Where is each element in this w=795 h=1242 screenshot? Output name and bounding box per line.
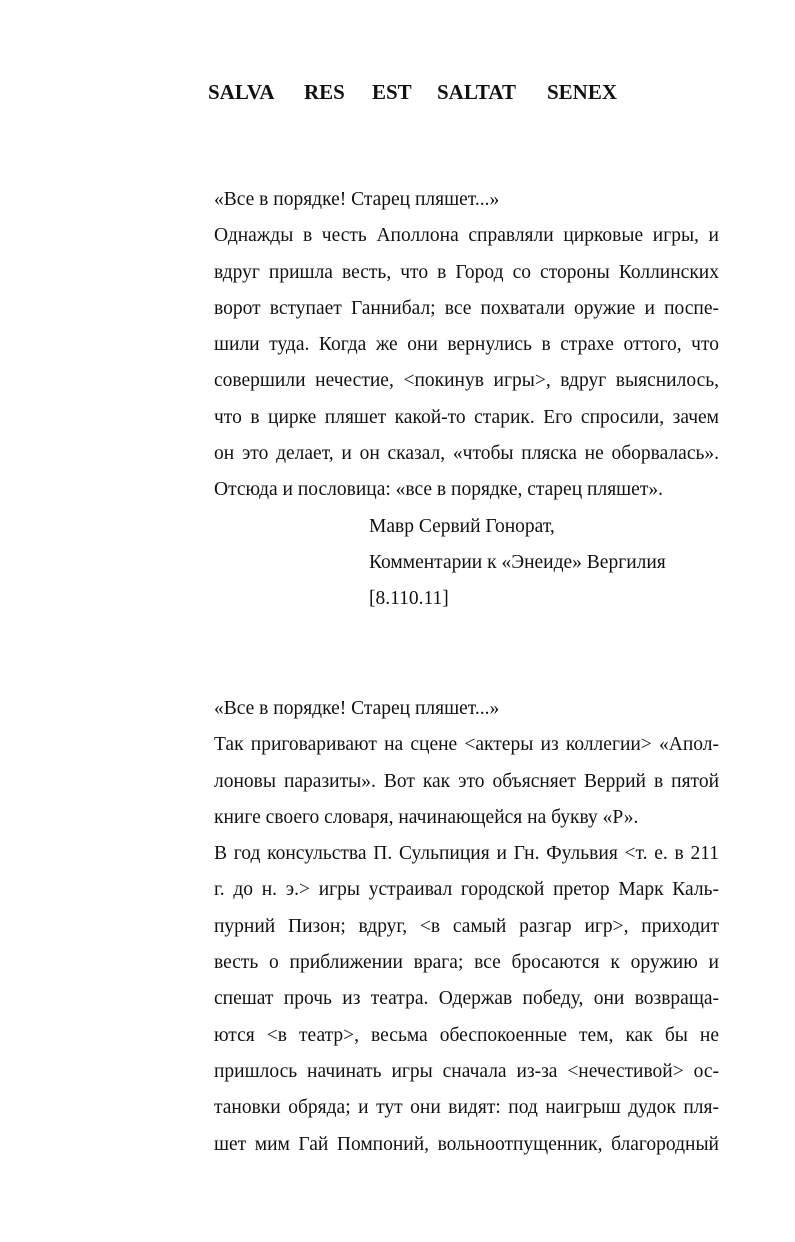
epigraph: «Все в порядке! Старец пляшет...» xyxy=(214,698,500,719)
text-line: Так приговаривают на сцене <актеры из коллегии> «Апол- xyxy=(214,734,719,756)
text-line: Отсюда и пословица: «все в порядке, старец пляшет». xyxy=(214,479,663,501)
title-word: RES xyxy=(304,80,345,104)
text-line: вдруг пришла весть, что в Город со стороны Коллинских xyxy=(214,261,719,283)
title-word: SALVA xyxy=(208,80,275,104)
text-line: пурний Пизон; вдруг, <в самый разгар игр>, приходит xyxy=(214,915,719,937)
attribution-author: Мавр Сервий Гонорат, xyxy=(369,515,555,537)
text-line: В год консульства П. Сульпиция и Гн. Фульвия <т. е. в 211 xyxy=(214,843,719,865)
text-line: Однажды в честь Аполлона справляли цирковые игры, и xyxy=(214,225,719,247)
text-line: ются <в театр>, весьма обеспокоенные тем, как бы не xyxy=(214,1024,719,1046)
page-title xyxy=(208,78,617,106)
text-line: шет мим Гай Помпоний, вольноотпущенник, благородный xyxy=(214,1133,719,1155)
text-line: весть о приближении врага; все бросаются к оружию и xyxy=(214,952,719,974)
quote-servius xyxy=(214,182,719,618)
attribution-work: Комментарии к «Энеиде» Вергилия xyxy=(369,551,666,573)
text-line: пришлось начинать игры сначала из-за <нечестивой> ос- xyxy=(214,1060,719,1082)
text-line: шили туда. Когда же они вернулись в страхе оттого, что xyxy=(214,334,719,356)
text-line: книге своего словаря, начинающейся на букву «Р». xyxy=(214,806,639,828)
text-line: ворот вступает Ганнибал; все похватали оружие и поспе- xyxy=(214,297,719,319)
text-line: г. до н. э.> игры устраивал городской претор Марк Каль- xyxy=(214,879,719,901)
text-line: совершили нечестие, <покинув игры>, вдруг выяснилось, xyxy=(214,370,719,392)
text-line: он это делает, и он сказал, «чтобы пляска не оборвалась». xyxy=(214,443,719,465)
attribution-reference: [8.110.11] xyxy=(369,588,449,610)
epigraph: «Все в порядке! Старец пляшет...» xyxy=(214,189,500,210)
text-line: спешат прочь из театра. Одержав победу, они возвраща- xyxy=(214,988,719,1010)
title-word: SALTAT xyxy=(437,80,516,104)
title-word: SENEX xyxy=(547,80,618,104)
title-word: EST xyxy=(372,80,412,104)
text-line: что в цирке пляшет какой-то старик. Его спросили, зачем xyxy=(214,406,719,428)
text-line: тановки обряда; и тут они видят: под наигрыш дудок пля- xyxy=(214,1097,719,1119)
text-line: лоновы паразиты». Вот как это объясняет Веррий в пятой xyxy=(214,770,719,792)
quote-verrius xyxy=(214,691,719,1163)
